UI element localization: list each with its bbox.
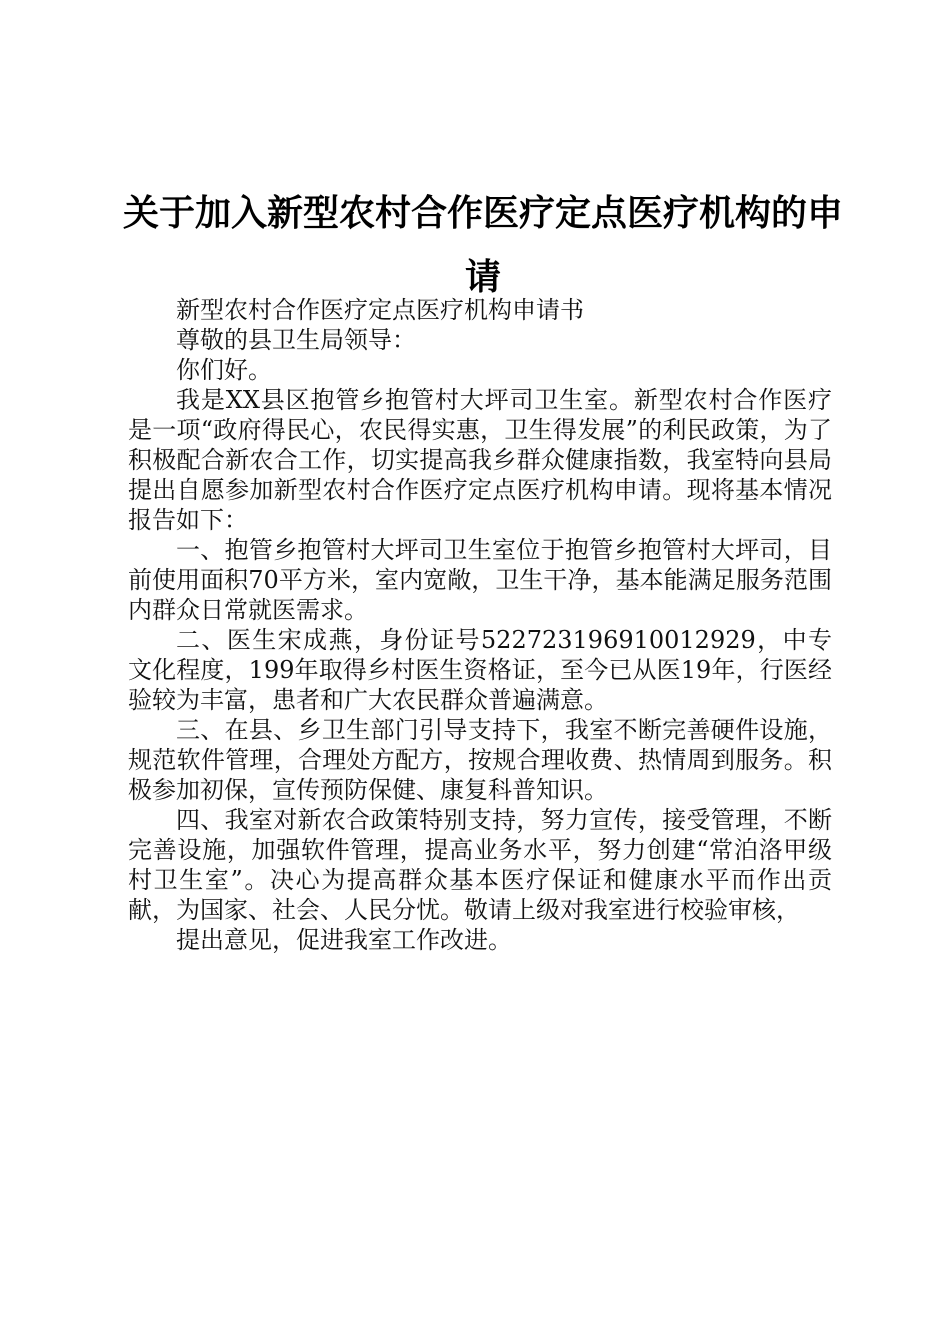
document-body — [128, 295, 832, 955]
closing-line: 提出意见，促进我室工作改进。 — [176, 926, 512, 954]
greeting: 你们好。 — [176, 356, 272, 384]
paragraph-commitment: 四、我室对新农合政策特别支持，努力宣传，接受管理，不断完善设施，加强软件管理，提高业务水平，努力创建“常泊洛甲级村卫生室”。决心为提高群众基本医疗保证和健康水平而作出贡献，为国家、社会、人民分忧。敬请上级对我室进行校验审核， — [128, 806, 832, 924]
paragraph-doctor: 二、医生宋成燕，身份证号522723196910012929，中专文化程度，199年取得乡村医生资格证，至今已从医19年，行医经验较为丰富，患者和广大农民群众普遍满意。 — [128, 626, 832, 714]
paragraph-facility: 一、抱管乡抱管村大坪司卫生室位于抱管乡抱管村大坪司，目前使用面积70平方米，室内宽敞，卫生干净，基本能满足服务范围内群众日常就医需求。 — [128, 536, 832, 624]
introduction-paragraph: 我是XX县区抱管乡抱管村大坪司卫生室。新型农村合作医疗是一项“政府得民心，农民得实惠，卫生得发展”的利民政策，为了积极配合新农合工作，切实提高我乡群众健康指数，我室特向县局提出自愿参加新型农村合作医疗定点医疗机构申请。现将基本情况报告如下： — [128, 386, 832, 534]
paragraph-services: 三、在县、乡卫生部门引导支持下，我室不断完善硬件设施，规范软件管理，合理处方配方，按规合理收费、热情周到服务。积极参加初保，宣传预防保健、康复科普知识。 — [128, 716, 832, 804]
document-title: 关于加入新型农村合作医疗定点医疗机构的申请 — [122, 193, 843, 298]
salutation: 尊敬的县卫生局领导： — [176, 326, 416, 354]
form-name-line: 新型农村合作医疗定点医疗机构申请书 — [176, 296, 584, 324]
